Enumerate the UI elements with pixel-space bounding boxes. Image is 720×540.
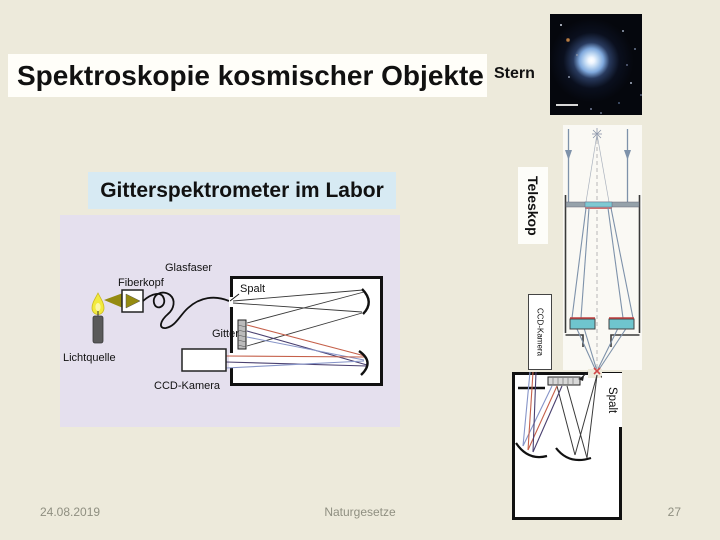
ccd-camera-box (182, 349, 226, 371)
lichtquelle-label: Lichtquelle (63, 352, 116, 364)
glasfaser-label: Glasfaser (165, 262, 213, 274)
slide-title: Spektroskopie kosmischer Objekte (8, 54, 487, 97)
fiberkopf-label: Fiberkopf (118, 277, 164, 289)
scale-bar (556, 104, 578, 106)
gitter-label: Gitter (212, 328, 239, 340)
lab-diagram-heading: Gitterspektrometer im Labor (88, 172, 396, 209)
orange-star-dot (566, 38, 570, 42)
telescope-background (563, 125, 642, 370)
ccd-kamera-label: CCD-Kamera (154, 380, 221, 392)
star-field-specks (560, 24, 562, 26)
spalt-label: Spalt (240, 283, 266, 295)
lab-spectrometer-diagram (60, 215, 400, 427)
star-caption: Stern (494, 65, 535, 82)
teleskop-label: Teleskop (518, 167, 548, 244)
star-photo (550, 14, 642, 115)
spalt-vertical-label: Spalt (602, 373, 622, 427)
camera-port-gap (229, 353, 234, 368)
page-number: 27 (667, 505, 681, 519)
ccd-kamera-vertical-label: CCD-Kamera (528, 294, 552, 370)
footer-title: Naturgesetze (324, 505, 396, 519)
fiber-head-icon (122, 290, 143, 312)
grating-icon (238, 320, 246, 349)
footer-date: 24.08.2019 (40, 505, 101, 519)
candle-icon (92, 293, 104, 343)
